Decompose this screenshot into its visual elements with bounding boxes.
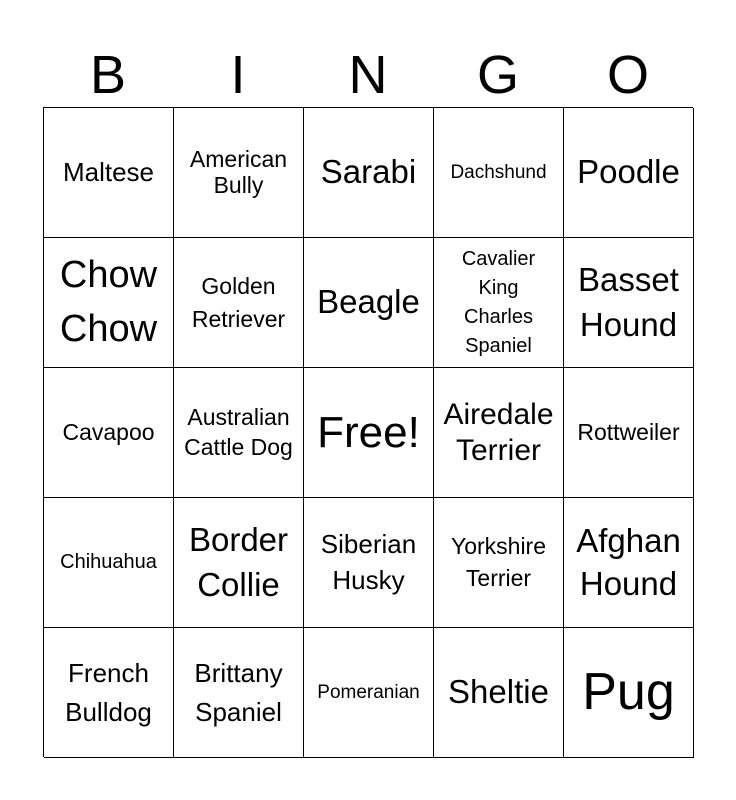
bingo-cell[interactable]: [44, 238, 174, 368]
bingo-cell[interactable]: [434, 238, 564, 368]
cell-label: Dachshund: [450, 161, 547, 183]
bingo-cell[interactable]: [564, 628, 694, 758]
bingo-cell[interactable]: [434, 368, 564, 498]
bingo-cell[interactable]: [174, 238, 304, 368]
header-letter-n: N: [348, 45, 388, 105]
bingo-cell[interactable]: [44, 368, 174, 498]
bingo-cell[interactable]: [434, 108, 564, 238]
cell-label: Afghan Hound: [576, 521, 681, 602]
bingo-cell[interactable]: [304, 498, 434, 628]
bingo-cell[interactable]: [44, 108, 174, 238]
bingo-cell[interactable]: [564, 368, 694, 498]
cell-label: Pug: [582, 663, 675, 722]
cell-label: Australian Cattle Dog: [184, 403, 293, 460]
cell-label: Airedale Terrier: [443, 397, 554, 467]
bingo-cell[interactable]: [564, 238, 694, 368]
cell-label: Chow Chow: [59, 254, 158, 350]
cell-label: Beagle: [317, 283, 420, 321]
bingo-cell[interactable]: [44, 498, 174, 628]
cell-label: Basset Hound: [578, 260, 679, 343]
bingo-cell[interactable]: [304, 108, 434, 238]
cell-label: Rottweiler: [577, 418, 680, 445]
header-letter-i: I: [230, 45, 246, 105]
cell-label: Poodle: [577, 153, 680, 191]
cell-label: Maltese: [62, 156, 155, 187]
cell-label: Chihuahua: [60, 551, 157, 574]
cell-label: Pomeranian: [317, 681, 420, 703]
header-letter-g: G: [476, 45, 519, 105]
bingo-cell[interactable]: [304, 368, 434, 498]
bingo-board: [43, 107, 693, 757]
bingo-cell[interactable]: [174, 628, 304, 758]
cell-label: Siberian Husky: [320, 529, 417, 595]
cell-label: American Bully: [189, 145, 288, 198]
cell-label: Cavapoo: [62, 418, 155, 445]
bingo-cell[interactable]: [304, 628, 434, 758]
bingo-cell[interactable]: [174, 108, 304, 238]
cell-label: Free!: [317, 407, 420, 457]
header-letter-o: O: [606, 45, 649, 105]
bingo-header: [43, 42, 693, 108]
cell-label: Golden Retriever: [191, 273, 286, 332]
cell-label: Border Collie: [188, 520, 289, 603]
cell-label: Yorkshire Terrier: [450, 533, 547, 591]
bingo-cell[interactable]: [174, 368, 304, 498]
bingo-cell[interactable]: [434, 498, 564, 628]
bingo-cell[interactable]: [44, 628, 174, 758]
cell-label: French Bulldog: [65, 657, 152, 727]
bingo-cell[interactable]: [434, 628, 564, 758]
bingo-cell[interactable]: [304, 238, 434, 368]
bingo-cell[interactable]: [564, 108, 694, 238]
header-letter-b: B: [89, 45, 127, 105]
bingo-cell[interactable]: [174, 498, 304, 628]
cell-label: Brittany Spaniel: [194, 657, 283, 727]
bingo-cell[interactable]: [564, 498, 694, 628]
cell-label: Cavalier King Charles Spaniel: [461, 247, 536, 357]
cell-label: Sheltie: [448, 673, 549, 711]
cell-label: Sarabi: [320, 153, 417, 191]
